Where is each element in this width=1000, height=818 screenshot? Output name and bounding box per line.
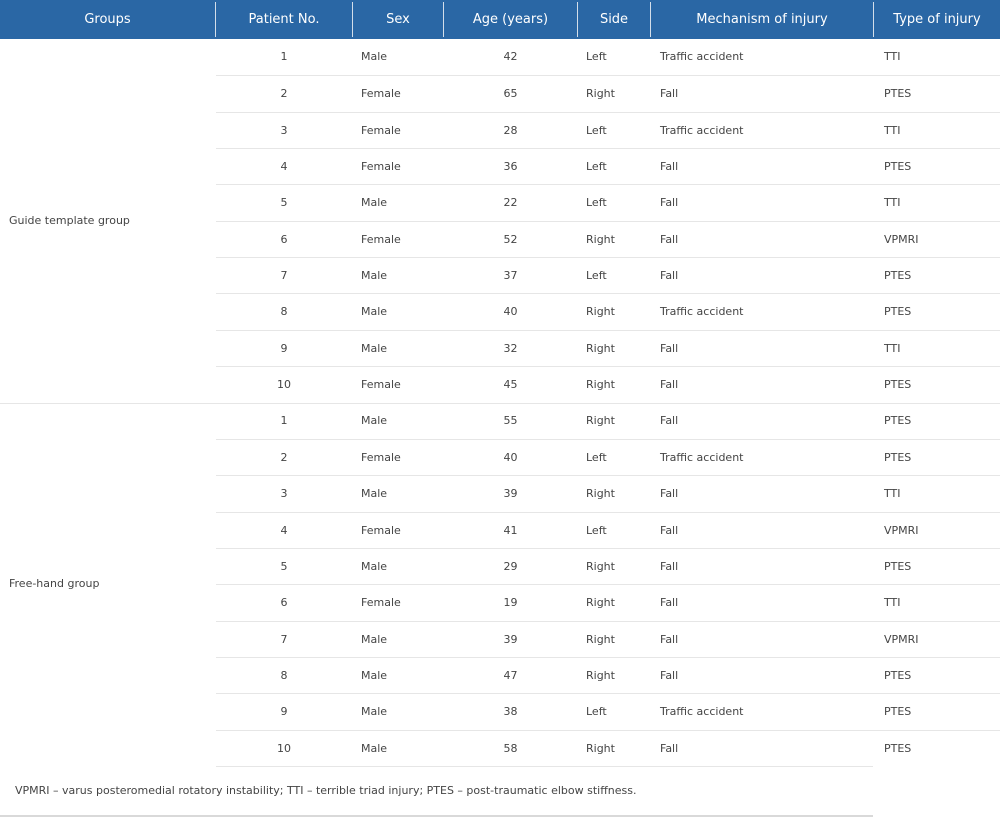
sex-cell: Male: [361, 196, 388, 209]
mechanism-cell: Fall: [660, 669, 679, 682]
side-cell: Left: [586, 50, 607, 63]
sex-cell: Male: [361, 669, 388, 682]
mechanism-cell: Fall: [660, 160, 679, 173]
type-cell: VPMRI: [884, 233, 919, 246]
table-row: [216, 330, 1000, 366]
side-cell: Right: [586, 742, 615, 755]
table-row: [216, 657, 1000, 693]
type-cell: PTES: [884, 742, 912, 755]
type-cell: PTES: [884, 160, 912, 173]
table-row: [216, 366, 1000, 402]
sex-cell: Male: [361, 269, 388, 282]
table-row: [216, 75, 1000, 111]
type-cell: TTI: [884, 196, 901, 209]
table-row: [216, 148, 1000, 184]
age-cell: 41: [503, 524, 518, 537]
header-mechanism: Mechanism of injury: [696, 12, 828, 27]
side-cell: Right: [586, 378, 615, 391]
header-age: Age (years): [472, 12, 549, 27]
sex-cell: Male: [361, 560, 388, 573]
sex-cell: Male: [361, 742, 388, 755]
patient-no-cell: 3: [280, 124, 288, 137]
table-row: [216, 257, 1000, 293]
mechanism-cell: Fall: [660, 487, 679, 500]
table-row: [216, 184, 1000, 220]
patient-no-cell: 6: [280, 233, 288, 246]
type-cell: PTES: [884, 305, 912, 318]
age-cell: 32: [503, 342, 518, 355]
side-cell: Right: [586, 633, 615, 646]
type-cell: TTI: [884, 487, 901, 500]
patient-no-cell: 1: [280, 50, 288, 63]
mechanism-cell: Fall: [660, 196, 679, 209]
patient-no-cell: 5: [280, 560, 288, 573]
age-cell: 55: [503, 414, 518, 427]
sex-cell: Female: [361, 596, 401, 609]
type-cell: VPMRI: [884, 633, 919, 646]
type-cell: PTES: [884, 414, 912, 427]
sex-cell: Female: [361, 233, 401, 246]
mechanism-cell: Fall: [660, 233, 679, 246]
side-cell: Left: [586, 160, 607, 173]
mechanism-cell: Fall: [660, 414, 679, 427]
sex-cell: Female: [361, 524, 401, 537]
patient-no-cell: 5: [280, 196, 288, 209]
sex-cell: Male: [361, 305, 388, 318]
age-cell: 42: [503, 50, 518, 63]
footnote-rule: [0, 815, 873, 817]
table-footnote: VPMRI – varus posteromedial rotatory instability; TTI – terrible triad injury; PTES – post-traumatic elbow stiffness.: [15, 784, 637, 797]
header-patient-no: Patient No.: [248, 12, 320, 27]
side-cell: Left: [586, 124, 607, 137]
patient-no-cell: 7: [280, 269, 288, 282]
header-groups: Groups: [84, 12, 131, 27]
side-cell: Right: [586, 669, 615, 682]
age-cell: 36: [503, 160, 518, 173]
table-row: [216, 512, 1000, 548]
table-bottom-rule: [216, 766, 873, 767]
mechanism-cell: Fall: [660, 596, 679, 609]
patient-no-cell: 10: [277, 378, 291, 391]
type-cell: TTI: [884, 124, 901, 137]
patient-no-cell: 8: [280, 305, 288, 318]
patient-no-cell: 10: [277, 742, 291, 755]
type-cell: PTES: [884, 705, 912, 718]
header-type: Type of injury: [893, 12, 981, 27]
table-row: [216, 621, 1000, 657]
patient-no-cell: 9: [280, 705, 288, 718]
age-cell: 38: [503, 705, 518, 718]
mechanism-cell: Traffic accident: [660, 305, 744, 318]
side-cell: Right: [586, 560, 615, 573]
patient-no-cell: 3: [280, 487, 288, 500]
sex-cell: Female: [361, 124, 401, 137]
header-side: Side: [599, 12, 629, 27]
mechanism-cell: Traffic accident: [660, 50, 744, 63]
mechanism-cell: Fall: [660, 378, 679, 391]
patient-no-cell: 4: [280, 524, 288, 537]
table-row: [216, 475, 1000, 511]
sex-cell: Male: [361, 487, 388, 500]
sex-cell: Male: [361, 342, 388, 355]
type-cell: PTES: [884, 378, 912, 391]
type-cell: TTI: [884, 50, 901, 63]
table-row: [216, 439, 1000, 475]
mechanism-cell: Fall: [660, 524, 679, 537]
sex-cell: Female: [361, 378, 401, 391]
side-cell: Right: [586, 233, 615, 246]
patient-no-cell: 9: [280, 342, 288, 355]
patient-no-cell: 8: [280, 669, 288, 682]
type-cell: VPMRI: [884, 524, 919, 537]
type-cell: TTI: [884, 342, 901, 355]
side-cell: Left: [586, 269, 607, 282]
table-row: [216, 693, 1000, 729]
header-sex: Sex: [386, 12, 410, 27]
age-cell: 37: [503, 269, 518, 282]
patient-no-cell: 1: [280, 414, 288, 427]
table-row: [216, 293, 1000, 329]
side-cell: Right: [586, 487, 615, 500]
side-cell: Right: [586, 596, 615, 609]
side-cell: Right: [586, 87, 615, 100]
type-cell: TTI: [884, 596, 901, 609]
side-cell: Right: [586, 305, 615, 318]
group-label: Guide template group: [9, 214, 130, 227]
type-cell: PTES: [884, 87, 912, 100]
age-cell: 58: [503, 742, 518, 755]
mechanism-cell: Fall: [660, 742, 679, 755]
mechanism-cell: Traffic accident: [660, 451, 744, 464]
type-cell: PTES: [884, 269, 912, 282]
age-cell: 52: [503, 233, 518, 246]
sex-cell: Female: [361, 160, 401, 173]
mechanism-cell: Traffic accident: [660, 705, 744, 718]
side-cell: Right: [586, 414, 615, 427]
table-row: [216, 548, 1000, 584]
sex-cell: Male: [361, 50, 388, 63]
age-cell: 65: [503, 87, 518, 100]
patient-no-cell: 6: [280, 596, 288, 609]
age-cell: 29: [503, 560, 518, 573]
side-cell: Right: [586, 342, 615, 355]
sex-cell: Male: [361, 705, 388, 718]
age-cell: 47: [503, 669, 518, 682]
age-cell: 28: [503, 124, 518, 137]
mechanism-cell: Fall: [660, 87, 679, 100]
side-cell: Left: [586, 705, 607, 718]
sex-cell: Male: [361, 414, 388, 427]
side-cell: Left: [586, 524, 607, 537]
age-cell: 19: [503, 596, 518, 609]
type-cell: PTES: [884, 451, 912, 464]
age-cell: 39: [503, 633, 518, 646]
age-cell: 45: [503, 378, 518, 391]
patient-no-cell: 2: [280, 451, 288, 464]
sex-cell: Female: [361, 87, 401, 100]
table-row: [216, 39, 1000, 75]
table-row: [216, 403, 1000, 439]
sex-cell: Male: [361, 633, 388, 646]
age-cell: 40: [503, 305, 518, 318]
mechanism-cell: Fall: [660, 269, 679, 282]
mechanism-cell: Fall: [660, 633, 679, 646]
mechanism-cell: Fall: [660, 342, 679, 355]
side-cell: Left: [586, 196, 607, 209]
table-row: [216, 112, 1000, 148]
table-row: [216, 730, 1000, 766]
table-row: [216, 221, 1000, 257]
table-header: [0, 0, 1000, 39]
side-cell: Left: [586, 451, 607, 464]
age-cell: 22: [503, 196, 518, 209]
group-label: Free-hand group: [9, 577, 100, 590]
patient-no-cell: 2: [280, 87, 288, 100]
mechanism-cell: Traffic accident: [660, 124, 744, 137]
type-cell: PTES: [884, 560, 912, 573]
age-cell: 40: [503, 451, 518, 464]
table-row: [216, 584, 1000, 620]
patient-no-cell: 4: [280, 160, 288, 173]
type-cell: PTES: [884, 669, 912, 682]
mechanism-cell: Fall: [660, 560, 679, 573]
age-cell: 39: [503, 487, 518, 500]
sex-cell: Female: [361, 451, 401, 464]
patient-no-cell: 7: [280, 633, 288, 646]
